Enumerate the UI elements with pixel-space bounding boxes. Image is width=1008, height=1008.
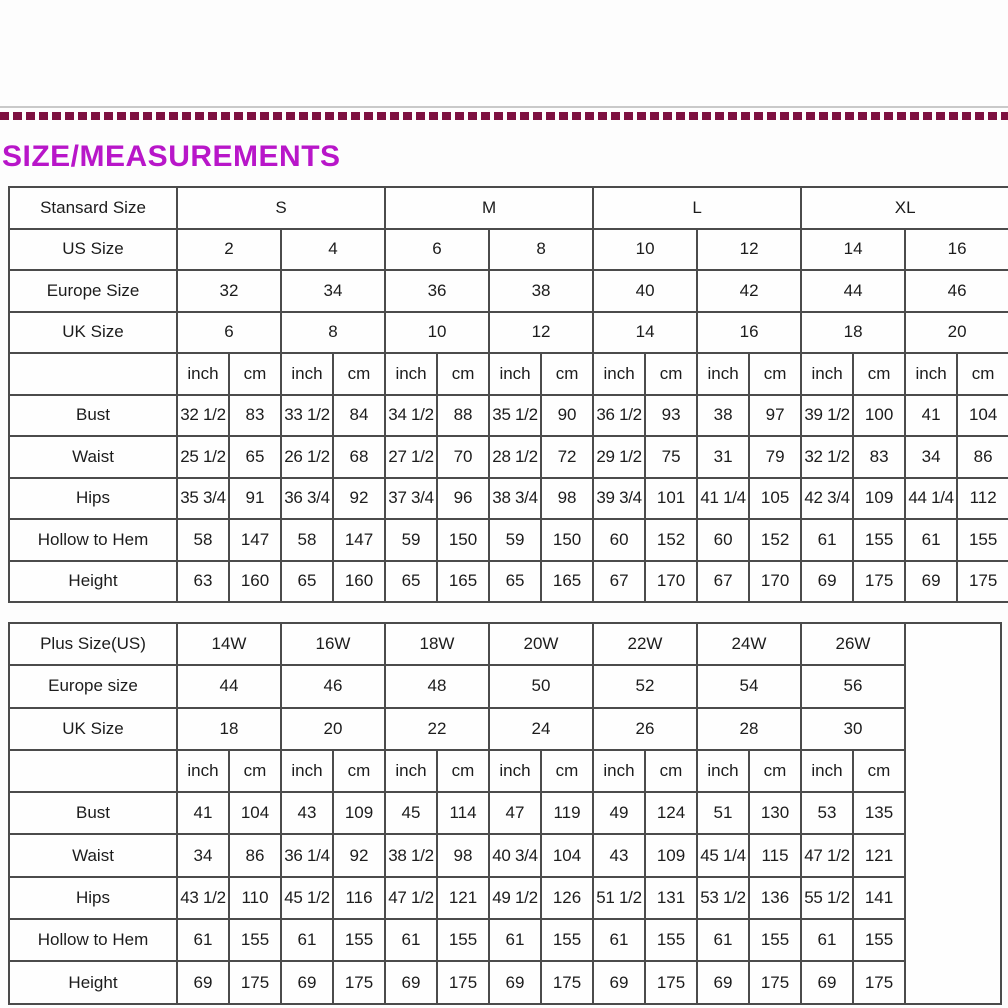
size-value-cell: 22 [385,708,489,750]
unit-header-cell: cm [437,750,489,792]
measurement-cell: 110 [229,877,281,919]
measurement-cell: 175 [645,961,697,1003]
measurement-cell: 155 [853,919,905,961]
measurement-cell: 59 [385,519,437,561]
size-group-header: L [593,187,801,229]
measurement-cell: 39 3/4 [593,478,645,520]
measurement-cell: 109 [333,792,385,834]
unit-header-cell: inch [593,353,645,395]
unit-header-cell: inch [177,353,229,395]
dashed-separator [0,112,1008,120]
measurement-cell: 59 [489,519,541,561]
row-label: Hollow to Hem [9,519,177,561]
measurement-cell: 43 [281,792,333,834]
measurement-cell: 37 3/4 [385,478,437,520]
size-value-cell: 40 [593,270,697,312]
measurement-cell: 155 [229,919,281,961]
measurement-cell: 49 [593,792,645,834]
measurement-cell: 26 1/2 [281,436,333,478]
measurement-cell: 58 [177,519,229,561]
size-value-cell: 4 [281,229,385,271]
measurement-cell: 61 [801,519,853,561]
size-value-cell: 16 [905,229,1008,271]
unit-header-cell: cm [957,353,1008,395]
measurement-cell: 29 1/2 [593,436,645,478]
measurement-cell: 60 [593,519,645,561]
measurement-cell: 69 [281,961,333,1003]
unit-header-cell: inch [177,750,229,792]
measurement-cell: 121 [437,877,489,919]
unit-header-cell: inch [697,353,749,395]
row-label [9,353,177,395]
size-value-cell: 16 [697,312,801,354]
unit-header-cell: cm [333,750,385,792]
unit-header-cell: inch [489,750,541,792]
measurement-cell: 147 [229,519,281,561]
size-value-cell: 50 [489,665,593,707]
measurement-cell: 121 [853,834,905,876]
size-value-cell: 44 [177,665,281,707]
unit-header-cell: inch [281,750,333,792]
size-value-cell: 14 [801,229,905,271]
row-label: UK Size [9,312,177,354]
measurement-cell: 175 [957,561,1008,603]
size-group-header: 18W [385,623,489,665]
row-label: Waist [9,436,177,478]
measurement-cell: 45 1/4 [697,834,749,876]
measurement-cell: 47 [489,792,541,834]
measurement-cell: 31 [697,436,749,478]
measurement-row [9,436,1008,478]
measurement-cell: 115 [749,834,801,876]
measurement-cell: 36 1/2 [593,395,645,437]
measurement-cell: 34 [177,834,229,876]
unit-header-cell: inch [489,353,541,395]
unit-header-cell: cm [645,750,697,792]
size-row [9,229,1008,271]
size-value-cell: 56 [801,665,905,707]
measurement-cell: 41 [905,395,957,437]
measurement-cell: 155 [333,919,385,961]
size-group-header: S [177,187,385,229]
measurement-cell: 45 [385,792,437,834]
size-value-cell: 18 [177,708,281,750]
measurement-cell: 47 1/2 [801,834,853,876]
measurement-row [9,834,1001,876]
measurement-row [9,395,1008,437]
size-value-cell: 2 [177,229,281,271]
corner-label: Plus Size(US) [9,623,177,665]
measurement-cell: 92 [333,834,385,876]
size-group-header: 26W [801,623,905,665]
measurement-cell: 126 [541,877,593,919]
plus-size-table [8,622,1002,1005]
measurement-cell: 69 [801,561,853,603]
row-label: US Size [9,229,177,271]
measurement-cell: 135 [853,792,905,834]
corner-label: Stansard Size [9,187,177,229]
measurement-cell: 42 3/4 [801,478,853,520]
size-value-cell: 10 [593,229,697,271]
measurement-row [9,792,1001,834]
measurement-cell: 61 [177,919,229,961]
unit-header-cell: inch [385,750,437,792]
size-row [9,665,1001,707]
measurement-cell: 39 1/2 [801,395,853,437]
measurement-cell: 55 1/2 [801,877,853,919]
measurement-cell: 47 1/2 [385,877,437,919]
size-group-header: XL [801,187,1008,229]
measurement-cell: 114 [437,792,489,834]
size-value-cell: 38 [489,270,593,312]
unit-header-cell: inch [385,353,437,395]
measurement-cell: 131 [645,877,697,919]
unit-header-cell: inch [697,750,749,792]
measurement-cell: 119 [541,792,593,834]
measurement-cell: 43 [593,834,645,876]
measurement-cell: 53 [801,792,853,834]
size-value-cell: 20 [281,708,385,750]
unit-header-cell: cm [853,353,905,395]
unit-header-cell: cm [229,353,281,395]
row-label: Hips [9,877,177,919]
size-group-header: M [385,187,593,229]
unit-header-cell: cm [853,750,905,792]
measurement-cell: 104 [957,395,1008,437]
measurement-row [9,961,1001,1003]
measurement-cell: 34 [905,436,957,478]
measurement-cell: 36 3/4 [281,478,333,520]
measurement-cell: 155 [541,919,593,961]
measurement-cell: 53 1/2 [697,877,749,919]
measurement-cell: 61 [593,919,645,961]
unit-header-cell: inch [801,353,853,395]
measurement-cell: 45 1/2 [281,877,333,919]
measurement-cell: 150 [541,519,593,561]
measurement-cell: 109 [645,834,697,876]
measurement-cell: 104 [541,834,593,876]
measurement-cell: 130 [749,792,801,834]
measurement-row [9,561,1008,603]
measurement-cell: 40 3/4 [489,834,541,876]
measurement-cell: 90 [541,395,593,437]
size-value-cell: 46 [281,665,385,707]
size-group-header: 20W [489,623,593,665]
measurement-row [9,919,1001,961]
measurement-cell: 38 [697,395,749,437]
measurement-cell: 68 [333,436,385,478]
measurement-cell: 27 1/2 [385,436,437,478]
size-row [9,708,1001,750]
measurement-cell: 61 [801,919,853,961]
size-value-cell: 6 [385,229,489,271]
measurement-cell: 43 1/2 [177,877,229,919]
size-row [9,270,1008,312]
size-value-cell: 34 [281,270,385,312]
measurement-cell: 72 [541,436,593,478]
row-label: Height [9,561,177,603]
unit-header-cell: cm [333,353,385,395]
measurement-cell: 160 [333,561,385,603]
measurement-cell: 36 1/4 [281,834,333,876]
measurement-cell: 112 [957,478,1008,520]
row-label: Waist [9,834,177,876]
size-value-cell: 44 [801,270,905,312]
row-label: Europe Size [9,270,177,312]
unit-header-cell: cm [541,353,593,395]
unit-header-cell: cm [645,353,697,395]
measurement-cell: 41 1/4 [697,478,749,520]
measurement-cell: 96 [437,478,489,520]
measurement-cell: 105 [749,478,801,520]
unit-header-row [9,750,1001,792]
empty-cell [905,623,1001,1004]
measurement-cell: 69 [801,961,853,1003]
unit-header-cell: cm [437,353,489,395]
measurement-cell: 165 [437,561,489,603]
measurement-row [9,877,1001,919]
measurement-cell: 84 [333,395,385,437]
measurement-cell: 160 [229,561,281,603]
measurement-cell: 61 [385,919,437,961]
measurement-cell: 38 1/2 [385,834,437,876]
measurement-cell: 65 [385,561,437,603]
unit-header-cell: inch [281,353,333,395]
measurement-cell: 147 [333,519,385,561]
measurement-cell: 58 [281,519,333,561]
measurement-cell: 25 1/2 [177,436,229,478]
measurement-cell: 33 1/2 [281,395,333,437]
measurement-cell: 175 [853,561,905,603]
size-row [9,312,1008,354]
unit-header-row [9,353,1008,395]
measurement-cell: 83 [853,436,905,478]
measurement-cell: 175 [749,961,801,1003]
row-label: Bust [9,792,177,834]
measurement-cell: 67 [593,561,645,603]
size-group-header: 24W [697,623,801,665]
size-group-header: 14W [177,623,281,665]
measurement-cell: 69 [489,961,541,1003]
measurement-cell: 93 [645,395,697,437]
measurement-cell: 116 [333,877,385,919]
measurement-cell: 51 [697,792,749,834]
measurement-cell: 98 [437,834,489,876]
measurement-cell: 61 [489,919,541,961]
size-value-cell: 26 [593,708,697,750]
measurement-cell: 32 1/2 [801,436,853,478]
size-value-cell: 42 [697,270,801,312]
table-header-row [9,623,1001,665]
measurement-cell: 97 [749,395,801,437]
unit-header-cell: cm [541,750,593,792]
measurement-cell: 70 [437,436,489,478]
measurement-cell: 61 [697,919,749,961]
measurement-cell: 69 [905,561,957,603]
size-value-cell: 14 [593,312,697,354]
measurement-cell: 44 1/4 [905,478,957,520]
measurement-cell: 32 1/2 [177,395,229,437]
row-label: UK Size [9,708,177,750]
row-label [9,750,177,792]
unit-header-cell: cm [229,750,281,792]
size-value-cell: 6 [177,312,281,354]
measurement-cell: 98 [541,478,593,520]
row-label: Hollow to Hem [9,919,177,961]
measurement-cell: 61 [281,919,333,961]
measurement-cell: 61 [905,519,957,561]
measurement-cell: 69 [697,961,749,1003]
size-value-cell: 10 [385,312,489,354]
size-value-cell: 28 [697,708,801,750]
measurement-cell: 69 [593,961,645,1003]
size-value-cell: 18 [801,312,905,354]
measurement-cell: 69 [385,961,437,1003]
size-group-header: 22W [593,623,697,665]
measurement-cell: 67 [697,561,749,603]
measurement-row [9,519,1008,561]
measurement-cell: 155 [957,519,1008,561]
measurement-cell: 155 [853,519,905,561]
measurement-cell: 38 3/4 [489,478,541,520]
size-value-cell: 54 [697,665,801,707]
size-value-cell: 48 [385,665,489,707]
size-value-cell: 46 [905,270,1008,312]
unit-header-cell: inch [801,750,853,792]
table-header-row [9,187,1008,229]
measurement-cell: 91 [229,478,281,520]
measurement-cell: 101 [645,478,697,520]
measurement-cell: 86 [957,436,1008,478]
measurement-cell: 141 [853,877,905,919]
measurement-cell: 69 [177,961,229,1003]
measurement-cell: 124 [645,792,697,834]
size-value-cell: 20 [905,312,1008,354]
page-title: SIZE/MEASUREMENTS [2,140,341,173]
measurement-cell: 175 [541,961,593,1003]
thin-rule [0,106,1008,108]
measurement-cell: 155 [645,919,697,961]
size-value-cell: 24 [489,708,593,750]
size-value-cell: 8 [489,229,593,271]
size-value-cell: 32 [177,270,281,312]
size-value-cell: 8 [281,312,385,354]
measurement-cell: 65 [229,436,281,478]
measurement-cell: 152 [749,519,801,561]
measurement-cell: 155 [749,919,801,961]
measurement-row [9,478,1008,520]
measurement-cell: 100 [853,395,905,437]
measurement-cell: 83 [229,395,281,437]
measurement-cell: 165 [541,561,593,603]
measurement-cell: 49 1/2 [489,877,541,919]
row-label: Bust [9,395,177,437]
measurement-cell: 63 [177,561,229,603]
measurement-cell: 86 [229,834,281,876]
measurement-cell: 28 1/2 [489,436,541,478]
standard-size-table [8,186,1008,603]
unit-header-cell: inch [593,750,645,792]
measurement-cell: 136 [749,877,801,919]
size-group-header: 16W [281,623,385,665]
measurement-cell: 175 [333,961,385,1003]
unit-header-cell: cm [749,750,801,792]
measurement-cell: 170 [645,561,697,603]
measurement-cell: 65 [489,561,541,603]
measurement-cell: 35 3/4 [177,478,229,520]
measurement-cell: 65 [281,561,333,603]
measurement-cell: 152 [645,519,697,561]
size-value-cell: 12 [697,229,801,271]
size-value-cell: 12 [489,312,593,354]
measurement-cell: 41 [177,792,229,834]
measurement-cell: 175 [853,961,905,1003]
measurement-cell: 75 [645,436,697,478]
measurement-cell: 175 [229,961,281,1003]
measurement-cell: 170 [749,561,801,603]
measurement-cell: 92 [333,478,385,520]
row-label: Europe size [9,665,177,707]
measurement-cell: 155 [437,919,489,961]
row-label: Height [9,961,177,1003]
unit-header-cell: cm [749,353,801,395]
measurement-cell: 34 1/2 [385,395,437,437]
size-value-cell: 52 [593,665,697,707]
measurement-cell: 175 [437,961,489,1003]
measurement-cell: 51 1/2 [593,877,645,919]
measurement-cell: 150 [437,519,489,561]
size-value-cell: 36 [385,270,489,312]
measurement-cell: 35 1/2 [489,395,541,437]
measurement-cell: 79 [749,436,801,478]
row-label: Hips [9,478,177,520]
measurement-cell: 104 [229,792,281,834]
measurement-cell: 88 [437,395,489,437]
size-value-cell: 30 [801,708,905,750]
unit-header-cell: inch [905,353,957,395]
measurement-cell: 109 [853,478,905,520]
measurement-cell: 60 [697,519,749,561]
